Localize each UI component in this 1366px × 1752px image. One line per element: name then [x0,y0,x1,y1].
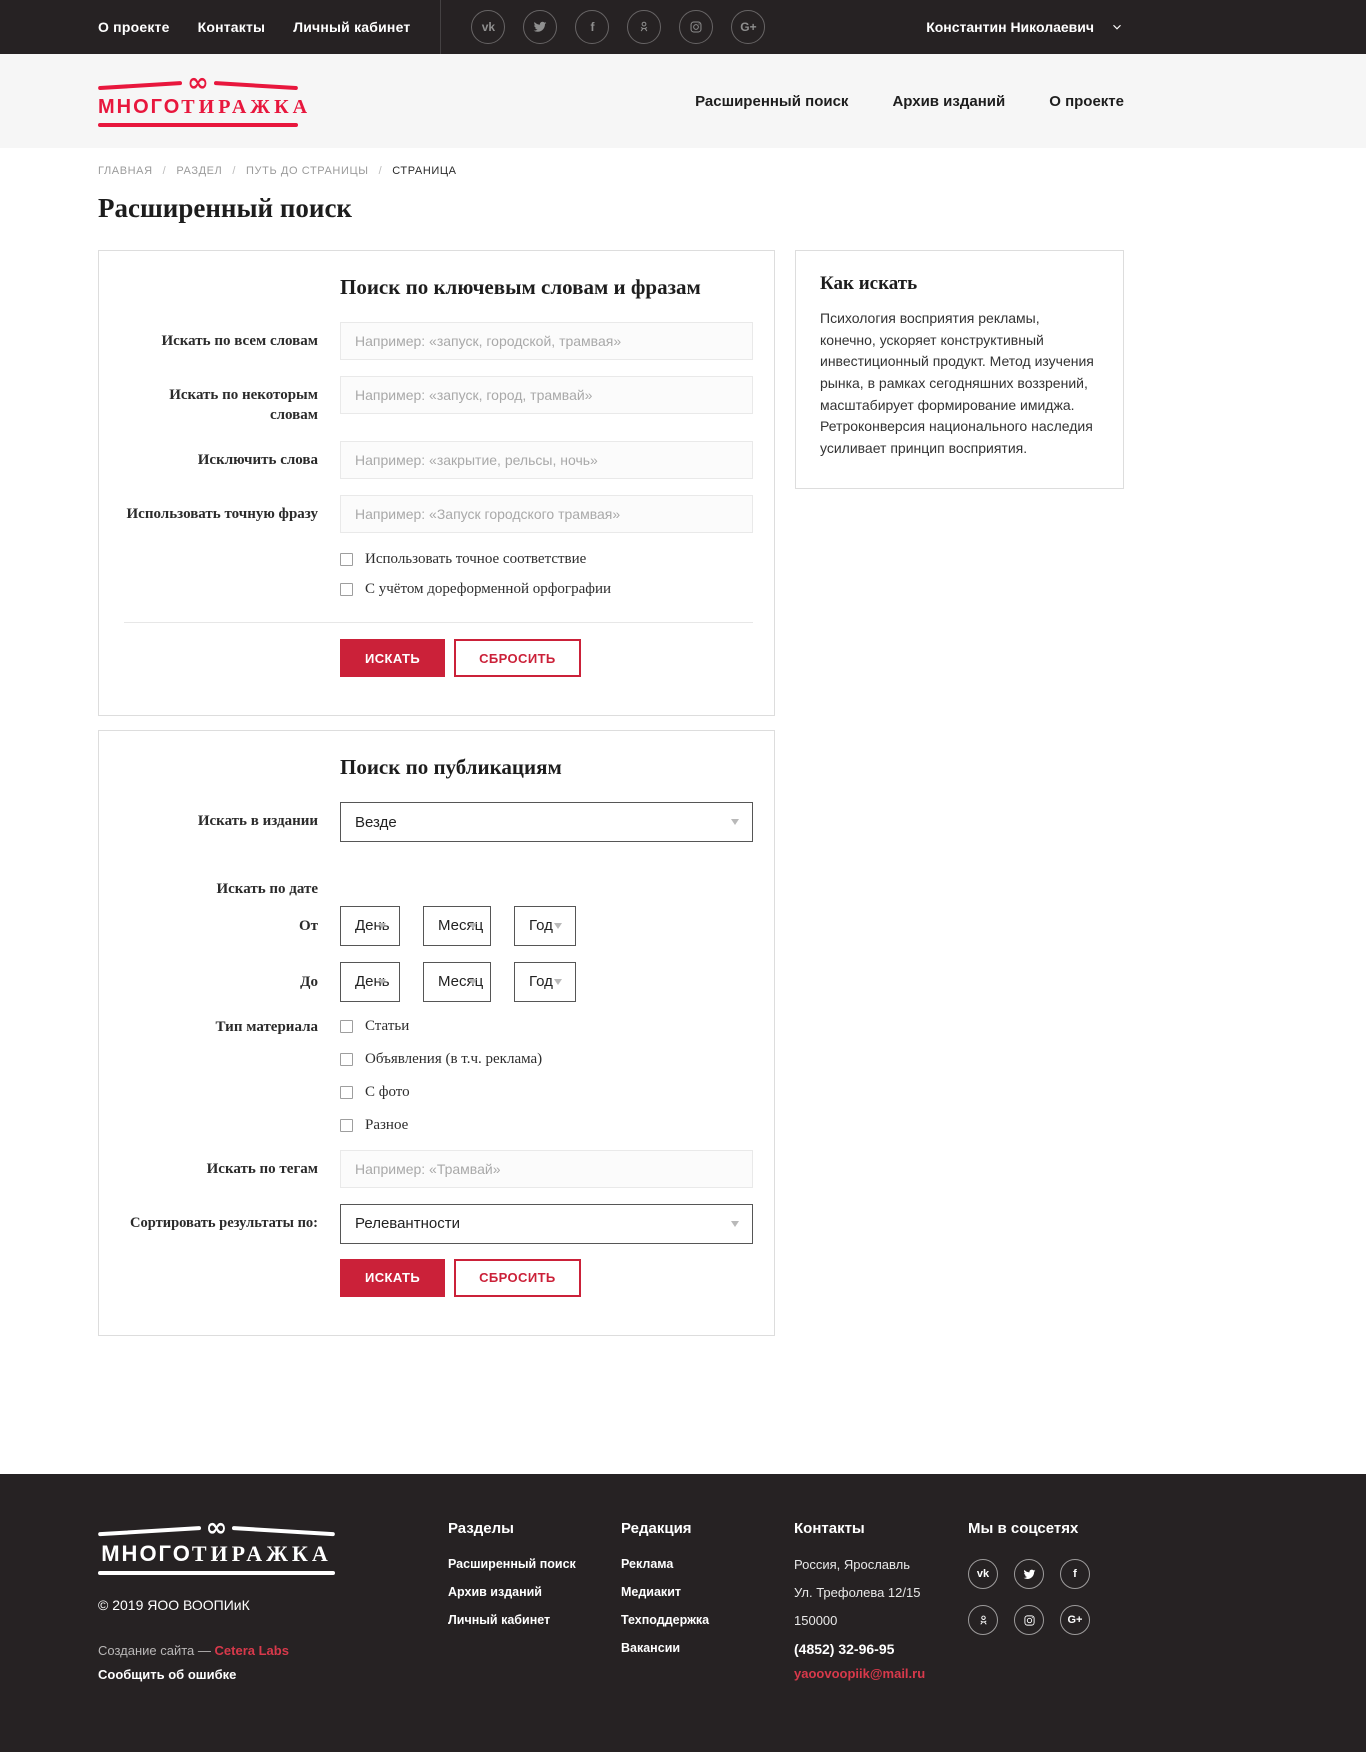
exact-phrase-label: Использовать точную фразу [126,506,318,522]
footer-sections-title: Разделы [448,1520,514,1537]
date-to-day-select[interactable] [340,962,400,1002]
checkbox-box[interactable] [340,1086,353,1099]
checkbox-exact-match[interactable] [340,551,753,568]
top-menu-about[interactable]: О проекте [98,19,170,35]
logo-underline [98,1571,335,1575]
gplus-icon[interactable]: G+ [1060,1605,1090,1635]
vk-icon[interactable]: vk [471,10,505,44]
credit-prefix: Создание сайта — [98,1643,211,1658]
top-bar [0,0,1366,54]
exact-phrase-input[interactable] [340,495,753,533]
breadcrumb-current: СТРАНИЦА [392,165,457,177]
gplus-icon[interactable]: G+ [731,10,765,44]
main-content [0,148,1366,1474]
footer-editorial-title: Редакция [621,1520,692,1537]
infinity-icon: ∞ [205,1513,228,1543]
howto-text: Психология восприятия рекламы, конечно, ускоряет конструктивный инвестиционный продукт. Метод изучения рынка, в рамках сегодняшних воззрений, масштабирует формирование имиджа. Ретроконверсия национального наследия усиливает принцип восприятия. [820,310,1094,457]
sort-select[interactable] [340,1204,753,1244]
email-link[interactable]: yaoovoopiik@mail.ru [794,1666,926,1681]
footer-link-advanced-search[interactable]: Расширенный поиск [448,1557,576,1571]
logo-line [98,81,182,90]
user-name: Константин Николаевич [926,19,1094,35]
all-words-label: Искать по всем словам [161,333,318,349]
sort-select-value: Релевантности [355,1215,460,1232]
breadcrumb-section[interactable]: РАЗДЕЛ [176,165,223,177]
some-words-input[interactable] [340,376,753,414]
footer-link-support[interactable]: Техподдержка [621,1613,710,1627]
divider [124,622,753,623]
date-to-label: До [300,973,318,990]
address-line: Россия, Ярославль [794,1557,910,1572]
chevron-down-icon[interactable] [1110,20,1124,34]
checkbox-with-photo[interactable] [340,1084,753,1101]
howto-title: Как искать [820,273,918,294]
checkbox-label: Объявления (в т.ч. реклама) [365,1050,543,1067]
twitter-icon[interactable] [523,10,557,44]
chevron-down-icon [731,1221,739,1227]
site-credit [98,1643,448,1658]
social-icons [471,10,765,44]
logo-underline [98,123,298,127]
checkbox-label: Статьи [365,1017,410,1034]
edition-select[interactable] [340,802,753,842]
date-from-month-select[interactable] [423,906,491,946]
report-error-link[interactable]: Сообщить об ошибке [98,1667,237,1682]
sort-label: Сортировать результаты по: [130,1214,318,1231]
logo-text [98,96,312,119]
checkbox-articles[interactable] [340,1018,753,1035]
howto-panel [795,250,1124,489]
logo-text [98,1541,335,1567]
user-menu[interactable] [926,19,1124,35]
search-button[interactable]: ИСКАТЬ [340,1259,445,1297]
publications-search-panel [98,730,775,1336]
reset-button[interactable]: СБРОСИТЬ [454,639,581,677]
breadcrumb-home[interactable]: ГЛАВНАЯ [98,165,153,177]
footer-social-column [968,1520,1141,1683]
breadcrumb-path[interactable]: ПУТЬ ДО СТРАНИЦЫ [246,165,369,177]
checkbox-box[interactable] [340,1053,353,1066]
date-to-year-select[interactable] [514,962,576,1002]
material-type-label: Тип материала [215,1018,318,1035]
breadcrumb [98,148,1124,177]
breadcrumb-separator: / [378,165,383,177]
publications-panel-title: Поиск по публикациям [340,755,562,779]
edition-select-value: Везде [355,813,397,831]
chevron-down-icon [378,979,386,985]
logo-text-bold: МНОГО [101,1541,192,1566]
some-words-label: Искать по некоторым словам [169,387,318,423]
facebook-icon[interactable]: f [1060,1559,1090,1589]
logo-line [98,1526,201,1536]
month-select-value: Месяц [438,917,484,934]
cetera-labs-link[interactable]: Cetera Labs [214,1643,289,1658]
footer-social-title: Мы в соцсетях [968,1520,1079,1537]
checkbox-box[interactable] [340,1119,353,1132]
keyword-search-panel [98,250,775,716]
checkbox-box[interactable] [340,583,353,596]
checkbox-label: С фото [365,1083,410,1100]
search-button[interactable]: ИСКАТЬ [340,639,445,677]
checkbox-box[interactable] [340,1020,353,1033]
logo-text-bold: МНОГО [98,96,182,118]
copyright: © 2019 ЯОО ВООПИиК [98,1597,250,1613]
edition-label: Искать в издании [197,813,318,829]
site-header [0,54,1366,148]
footer-link-mediakit[interactable]: Медиакит [621,1585,681,1599]
reset-button[interactable]: СБРОСИТЬ [454,1259,581,1297]
date-from-day-select[interactable] [340,906,400,946]
infinity-icon: ∞ [187,68,209,98]
year-select-value: Год [529,917,553,934]
breadcrumb-separator: / [232,165,237,177]
logo-text-serif: ТИРАЖКА [191,1541,332,1566]
checkbox-label: С учётом дореформенной орфографии [365,581,612,597]
footer-link-vacancies[interactable]: Вакансии [621,1641,681,1655]
exclude-words-label: Исключить слова [197,452,318,468]
checkbox-prereform-spelling[interactable] [340,581,753,598]
address-line: 150000 [794,1613,838,1628]
exclude-words-input[interactable] [340,441,753,479]
site-footer [0,1474,1366,1752]
chevron-down-icon [378,923,386,929]
instagram-icon[interactable] [1014,1605,1044,1635]
breadcrumb-separator: / [162,165,167,177]
chevron-down-icon [554,923,562,929]
footer-editorial-column [621,1520,794,1683]
checkbox-label: Разное [365,1116,409,1133]
all-words-input[interactable] [340,322,753,360]
date-label: Искать по дате [216,881,318,897]
date-from-year-select[interactable] [514,906,576,946]
checkbox-ads[interactable] [340,1051,753,1068]
vk-icon[interactable]: vk [968,1559,998,1589]
date-from-label: От [298,917,318,934]
logo-text-serif: ТИРАЖКА [181,96,312,118]
odnoklassniki-icon[interactable] [968,1605,998,1635]
nav-advanced-search[interactable]: Расширенный поиск [695,92,849,110]
nav-archive[interactable]: Архив изданий [892,92,1006,110]
chevron-down-icon [469,979,477,985]
checkbox-box[interactable] [340,553,353,566]
checkbox-label: Использовать точное соответствие [365,551,587,567]
top-menu-contacts[interactable]: Контакты [197,19,266,35]
footer-logo[interactable] [98,1513,335,1575]
divider [440,0,441,54]
top-menu [98,19,410,35]
chevron-down-icon [731,819,739,825]
odnoklassniki-icon[interactable] [627,10,661,44]
footer-link-account[interactable]: Личный кабинет [448,1613,551,1627]
tags-input[interactable] [340,1150,753,1188]
footer-contacts-title: Контакты [794,1520,865,1537]
footer-link-archive[interactable]: Архив изданий [448,1585,542,1599]
facebook-icon[interactable]: f [575,10,609,44]
header-nav [695,93,1124,110]
footer-link-ads[interactable]: Реклама [621,1557,674,1571]
logo-line [232,1526,335,1536]
logo-line [214,81,298,90]
month-select-value: Месяц [438,973,484,990]
nav-about[interactable]: О проекте [1049,92,1124,110]
phone-number: (4852) 32-96-95 [794,1641,895,1657]
site-logo[interactable] [98,68,312,127]
tags-label: Искать по тегам [206,1160,318,1177]
keyword-panel-title: Поиск по ключевым словам и фразам [340,275,701,299]
footer-sections-column [448,1520,621,1683]
date-to-month-select[interactable] [423,962,491,1002]
day-select-value: День [355,917,390,934]
day-select-value: День [355,973,390,990]
top-menu-account[interactable]: Личный кабинет [293,19,411,35]
chevron-down-icon [469,923,477,929]
instagram-icon[interactable] [679,10,713,44]
year-select-value: Год [529,973,553,990]
page-title: Расширенный поиск [98,193,352,223]
twitter-icon[interactable] [1014,1559,1044,1589]
address-line: Ул. Трефолева 12/15 [794,1585,921,1600]
checkbox-misc[interactable] [340,1117,753,1134]
footer-contacts-column [794,1520,968,1683]
chevron-down-icon [554,979,562,985]
